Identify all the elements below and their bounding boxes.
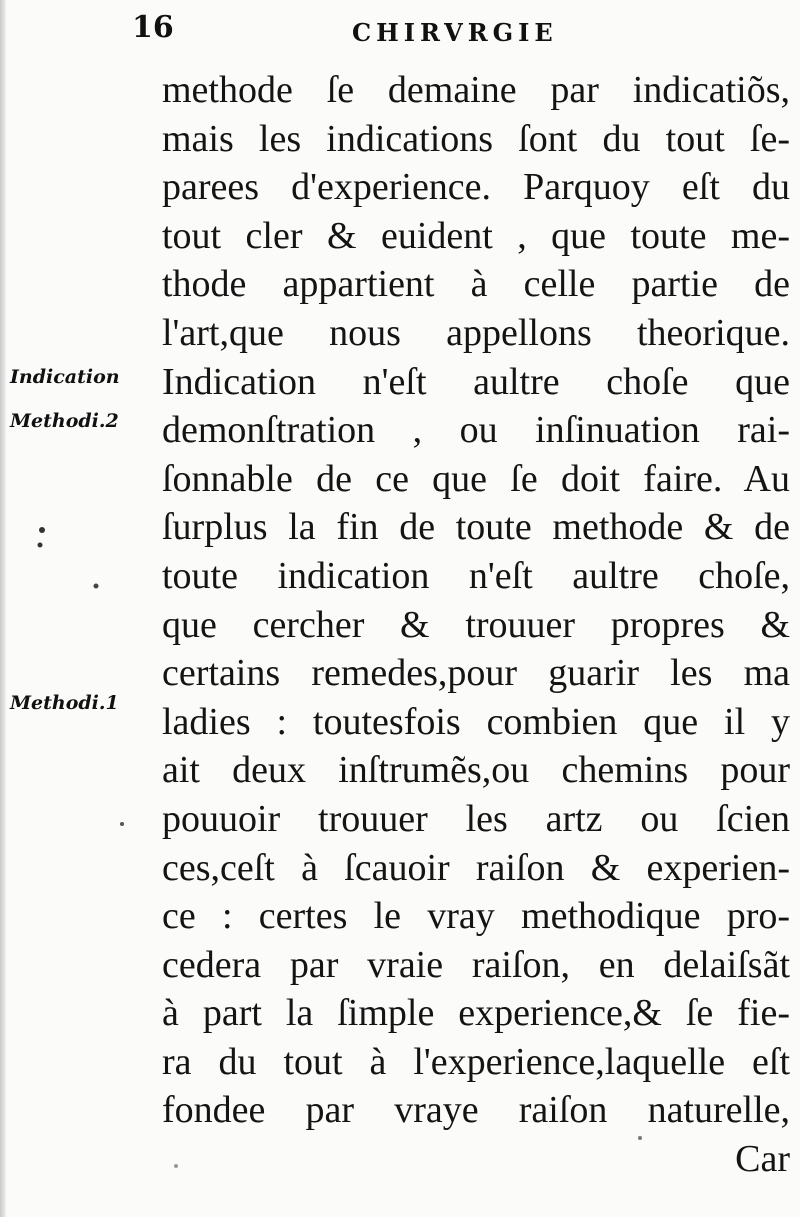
ink-speck	[38, 543, 43, 548]
text-line: que cercher & trouuer propres &	[162, 603, 790, 646]
text-line: ladies : toutesfois combien que il y	[162, 700, 790, 743]
margin-note-methodi-1: Methodi.1	[10, 692, 119, 714]
text-line: fondee par vraye raiſon naturelle,	[162, 1089, 790, 1132]
text-line: ce : certes le vray methodique pro-	[162, 895, 790, 938]
text-line: cedera par vraie raiſon, en delaiſsãt	[162, 943, 790, 986]
page-header	[0, 8, 800, 54]
body-text	[162, 66, 790, 1184]
text-line: thode appartient à celle partie de	[162, 263, 790, 306]
text-line: parees d'experience. Parquoy eſt du	[162, 166, 790, 209]
text-line: ra du tout à l'experience,laquelle eſt	[162, 1040, 790, 1083]
margin-note-indication: Indication	[10, 366, 120, 388]
running-head: CHIRVRGIE	[352, 18, 558, 47]
text-line: demonſtration , ou inſinuation rai-	[162, 409, 790, 452]
text-line: tout cler & euident , que toute me-	[162, 214, 790, 257]
ink-speck	[39, 527, 45, 533]
text-line: l'art,que nous appellons theorique.	[162, 311, 790, 354]
page-number: 16	[132, 10, 174, 45]
text-line: pouuoir trouuer les artz ou ſcien	[162, 797, 790, 840]
text-line: methode ſe demaine par indicatiõs,	[162, 69, 790, 111]
text-line: toute indication n'eſt aultre choſe,	[162, 554, 790, 597]
text-line: ces,ceſt à ſcauoir raiſon & experien-	[162, 846, 790, 889]
catchword: Car	[735, 1138, 790, 1181]
ink-speck	[94, 584, 99, 589]
text-line: Indication n'eſt aultre choſe que	[162, 360, 790, 403]
margin-note-methodi-2: Methodi.2	[10, 410, 119, 432]
text-line: ait deux inſtrumẽs,ou chemins pour	[162, 749, 790, 792]
text-line: mais les indications ſont du tout ſe-	[162, 117, 790, 160]
ink-speck	[120, 822, 124, 826]
text-line: ſonnable de ce que ſe doit faire. Au	[162, 457, 790, 500]
text-line: ſurplus la fin de toute methode & de	[162, 506, 790, 549]
page-gutter-shadow	[0, 0, 6, 1217]
text-line: à part la ſimple experience,& ſe fie-	[162, 992, 790, 1035]
text-line: certains remedes,pour guarir les ma	[162, 652, 790, 695]
